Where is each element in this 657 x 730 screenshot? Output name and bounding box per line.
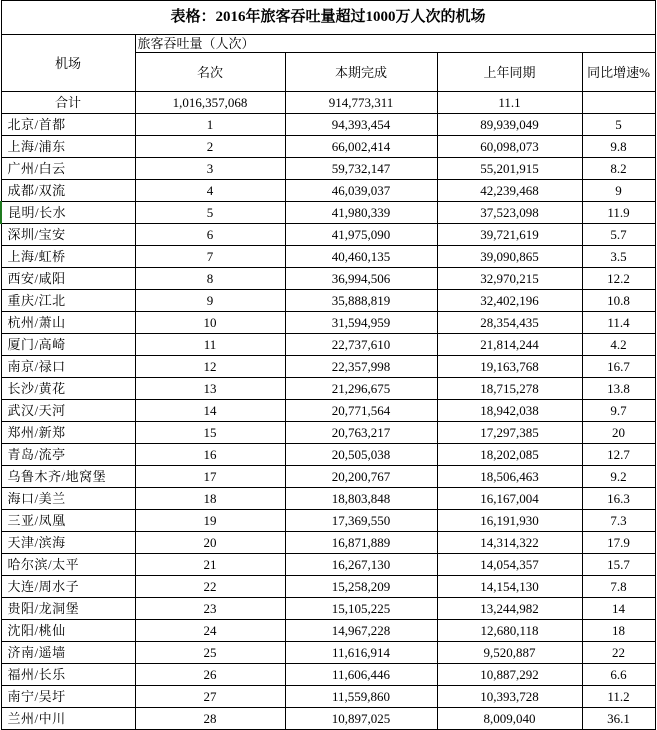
airport-cell: 南京/禄口 [1,356,135,378]
yoy-cell: 16.3 [582,488,655,510]
table-row [1,400,655,422]
yoy-cell: 11.4 [582,312,655,334]
airport-cell: 福州/长乐 [1,664,135,686]
rank-cell: 17 [135,466,285,488]
header-rank: 名次 [135,53,285,92]
airport-cell: 郑州/新郑 [1,422,135,444]
last-year-cell: 16,167,004 [437,488,582,510]
airport-cell: 哈尔滨/太平 [1,554,135,576]
last-year-cell: 42,239,468 [437,180,582,202]
table-row [1,334,655,356]
last-year-cell: 17,297,385 [437,422,582,444]
current-cell: 15,258,209 [285,576,437,598]
table-row [1,708,655,730]
yoy-cell: 7.8 [582,576,655,598]
yoy-cell: 17.9 [582,532,655,554]
airport-cell: 昆明/长水 [1,202,135,224]
table-title: 表格：2016年旅客吞吐量超过1000万人次的机场 [1,1,655,35]
current-cell: 46,039,037 [285,180,437,202]
table-row [1,224,655,246]
table-row [1,554,655,576]
table-row [1,576,655,598]
yoy-cell: 18 [582,620,655,642]
current-cell: 35,888,819 [285,290,437,312]
current-cell: 20,505,038 [285,444,437,466]
airport-cell: 三亚/凤凰 [1,510,135,532]
table-row [1,642,655,664]
airport-cell: 上海/虹桥 [1,246,135,268]
last-year-cell: 14,314,322 [437,532,582,554]
current-cell: 20,771,564 [285,400,437,422]
header-passenger-throughput: 旅客吞吐量（人次） [135,35,655,53]
table-row [1,444,655,466]
last-year-cell: 13,244,982 [437,598,582,620]
rank-cell: 2 [135,136,285,158]
airport-cell: 广州/白云 [1,158,135,180]
current-cell: 16,267,130 [285,554,437,576]
last-year-cell: 60,098,073 [437,136,582,158]
rank-cell: 10 [135,312,285,334]
last-year-cell: 14,154,130 [437,576,582,598]
yoy-cell: 9.7 [582,400,655,422]
table-row [1,158,655,180]
yoy-cell: 10.8 [582,290,655,312]
table-row [1,290,655,312]
airport-cell: 重庆/江北 [1,290,135,312]
last-year-cell: 32,970,215 [437,268,582,290]
last-year-cell: 14,054,357 [437,554,582,576]
yoy-cell: 11.9 [582,202,655,224]
current-cell: 94,393,454 [285,114,437,136]
table-row [1,598,655,620]
airport-cell: 海口/美兰 [1,488,135,510]
total-yoy-cell [582,92,655,114]
table-row [1,664,655,686]
current-cell: 15,105,225 [285,598,437,620]
last-year-cell: 18,202,085 [437,444,582,466]
rank-cell: 27 [135,686,285,708]
yoy-cell: 5.7 [582,224,655,246]
last-year-cell: 39,090,865 [437,246,582,268]
yoy-cell: 16.7 [582,356,655,378]
rank-cell: 6 [135,224,285,246]
yoy-cell: 5 [582,114,655,136]
current-cell: 40,460,135 [285,246,437,268]
current-cell: 22,357,998 [285,356,437,378]
yoy-cell: 22 [582,642,655,664]
yoy-cell: 36.1 [582,708,655,730]
yoy-cell: 3.5 [582,246,655,268]
airport-cell: 成都/双流 [1,180,135,202]
rank-cell: 4 [135,180,285,202]
total-label: 合计 [1,92,135,114]
table-row [1,378,655,400]
airport-cell: 杭州/萧山 [1,312,135,334]
rank-cell: 23 [135,598,285,620]
rank-cell: 13 [135,378,285,400]
last-year-cell: 32,402,196 [437,290,582,312]
airport-cell: 北京/首都 [1,114,135,136]
rank-cell: 9 [135,290,285,312]
airport-cell: 上海/浦东 [1,136,135,158]
rank-cell: 20 [135,532,285,554]
current-cell: 36,994,506 [285,268,437,290]
current-cell: 14,967,228 [285,620,437,642]
rank-cell: 14 [135,400,285,422]
current-cell: 20,200,767 [285,466,437,488]
total-last-year-cell: 11.1 [437,92,582,114]
current-cell: 11,559,860 [285,686,437,708]
header-last-year: 上年同期 [437,53,582,92]
header-current: 本期完成 [285,53,437,92]
last-year-cell: 28,354,435 [437,312,582,334]
rank-cell: 21 [135,554,285,576]
last-year-cell: 55,201,915 [437,158,582,180]
yoy-cell: 13.8 [582,378,655,400]
last-year-cell: 9,520,887 [437,642,582,664]
last-year-cell: 89,939,049 [437,114,582,136]
rank-cell: 1 [135,114,285,136]
yoy-cell: 14 [582,598,655,620]
total-rank-cell: 1,016,357,068 [135,92,285,114]
current-cell: 41,975,090 [285,224,437,246]
current-cell: 18,803,848 [285,488,437,510]
current-cell: 21,296,675 [285,378,437,400]
table-row [1,202,655,224]
table-row [1,532,655,554]
airport-cell: 深圳/宝安 [1,224,135,246]
current-cell: 11,616,914 [285,642,437,664]
last-year-cell: 8,009,040 [437,708,582,730]
table-row [1,422,655,444]
rank-cell: 16 [135,444,285,466]
current-cell: 20,763,217 [285,422,437,444]
table-row [1,356,655,378]
last-year-cell: 10,393,728 [437,686,582,708]
table-row [1,686,655,708]
table-row [1,312,655,334]
airport-cell: 大连/周水子 [1,576,135,598]
yoy-cell: 9 [582,180,655,202]
rank-cell: 8 [135,268,285,290]
rank-cell: 7 [135,246,285,268]
last-year-cell: 21,814,244 [437,334,582,356]
rank-cell: 12 [135,356,285,378]
current-cell: 31,594,959 [285,312,437,334]
last-year-cell: 10,887,292 [437,664,582,686]
current-cell: 10,897,025 [285,708,437,730]
rank-cell: 15 [135,422,285,444]
last-year-cell: 37,523,098 [437,202,582,224]
airport-cell: 贵阳/龙洞堡 [1,598,135,620]
current-cell: 16,871,889 [285,532,437,554]
rank-cell: 18 [135,488,285,510]
airport-cell: 南宁/吴圩 [1,686,135,708]
airport-cell: 西安/咸阳 [1,268,135,290]
total-current-cell: 914,773,311 [285,92,437,114]
rank-cell: 11 [135,334,285,356]
yoy-cell: 20 [582,422,655,444]
yoy-cell: 9.2 [582,466,655,488]
airport-cell: 青岛/流亭 [1,444,135,466]
airport-cell: 乌鲁木齐/地窝堡 [1,466,135,488]
rank-cell: 24 [135,620,285,642]
yoy-cell: 7.3 [582,510,655,532]
yoy-cell: 12.2 [582,268,655,290]
last-year-cell: 18,715,278 [437,378,582,400]
yoy-cell: 15.7 [582,554,655,576]
table-row [1,114,655,136]
yoy-cell: 4.2 [582,334,655,356]
header-airport: 机场 [1,35,135,92]
airport-cell: 兰州/中川 [1,708,135,730]
current-cell: 41,980,339 [285,202,437,224]
table-row [1,510,655,532]
last-year-cell: 39,721,619 [437,224,582,246]
rank-cell: 19 [135,510,285,532]
yoy-cell: 8.2 [582,158,655,180]
table-row [1,246,655,268]
airport-cell: 济南/遥墙 [1,642,135,664]
last-year-cell: 18,942,038 [437,400,582,422]
table-row [1,268,655,290]
last-year-cell: 18,506,463 [437,466,582,488]
rank-cell: 26 [135,664,285,686]
airport-cell: 厦门/高崎 [1,334,135,356]
current-cell: 22,737,610 [285,334,437,356]
current-cell: 11,606,446 [285,664,437,686]
rank-cell: 3 [135,158,285,180]
yoy-cell: 12.7 [582,444,655,466]
yoy-cell: 11.2 [582,686,655,708]
yoy-cell: 6.6 [582,664,655,686]
table-row [1,136,655,158]
airport-cell: 长沙/黄花 [1,378,135,400]
table-row [1,488,655,510]
table-row [1,466,655,488]
rank-cell: 28 [135,708,285,730]
rank-cell: 5 [135,202,285,224]
table-row [1,180,655,202]
airport-cell: 武汉/天河 [1,400,135,422]
current-cell: 59,732,147 [285,158,437,180]
last-year-cell: 19,163,768 [437,356,582,378]
current-cell: 17,369,550 [285,510,437,532]
current-cell: 66,002,414 [285,136,437,158]
rank-cell: 25 [135,642,285,664]
last-year-cell: 16,191,930 [437,510,582,532]
table-row [1,620,655,642]
airport-cell: 沈阳/桃仙 [1,620,135,642]
header-yoy: 同比增速% [582,53,655,92]
airport-cell: 天津/滨海 [1,532,135,554]
total-row [1,92,655,114]
last-year-cell: 12,680,118 [437,620,582,642]
yoy-cell: 9.8 [582,136,655,158]
rank-cell: 22 [135,576,285,598]
